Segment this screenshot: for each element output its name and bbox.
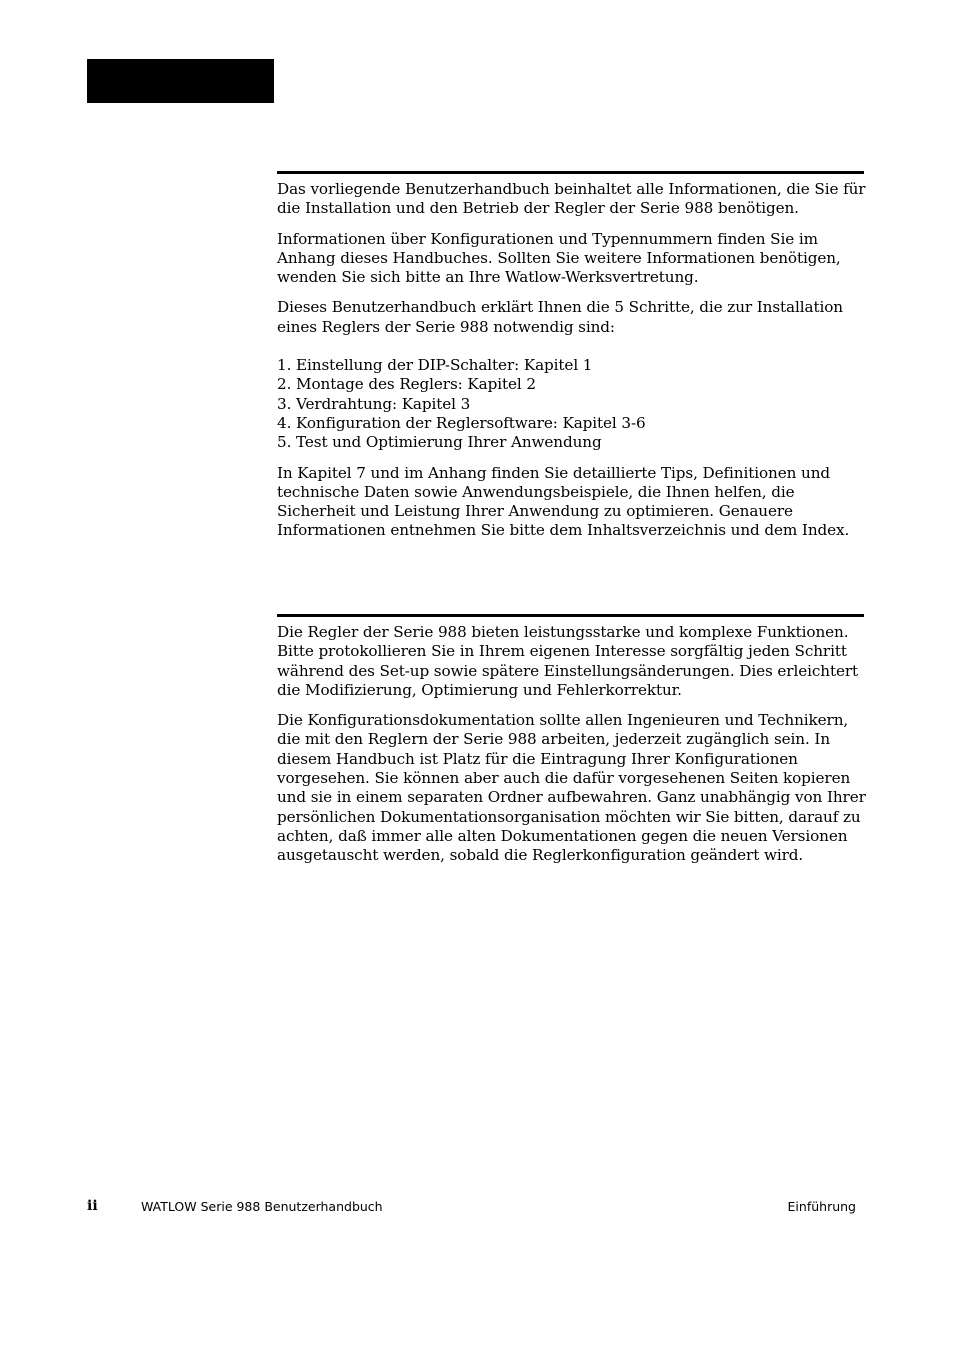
section-rule-1 — [277, 171, 864, 174]
list-item: 2. Montage des Reglers: Kapitel 2 — [277, 375, 536, 394]
footer-section-name: Einführung — [787, 1199, 856, 1214]
paragraph: Die Regler der Serie 988 bieten leistungsstarke und komplexe Funktionen. Bitte protokollieren Sie in Ihrem eigenen Interesse sorgfältig jeden Schritt während des Set-up sowie spätere Einstellungsänderungen. Dies erleichtert die Modifizierung, Optimierung und Fehlerkorrektur. — [277, 623, 859, 699]
steps-list — [277, 348, 867, 452]
paragraph: Das vorliegende Benutzerhandbuch beinhaltet alle Informationen, die Sie für die Installation und den Betrieb der Regler der Serie 988 benötigen. — [277, 180, 866, 218]
list-item: 3. Verdrahtung: Kapitel 3 — [277, 394, 471, 413]
paragraph: In Kapitel 7 und im Anhang finden Sie detaillierte Tips, Definitionen und technische Daten sowie Anwendungsbeispiele, die Ihnen helfen, die Sicherheit und Leistung Ihrer Anwendung zu optimieren. Genauere Informationen entnehmen Sie bitte dem Inhaltsverzeichnis und dem Index. — [277, 463, 850, 540]
header-black-bar — [87, 59, 274, 103]
section-rule-2 — [277, 614, 864, 617]
list-item: 4. Konfiguration der Reglersoftware: Kapitel 3-6 — [277, 413, 646, 432]
paragraph: Die Konfigurationsdokumentation sollte allen Ingenieuren und Technikern, die mit den Reglern der Serie 988 arbeiten, jederzeit zugänglich sein. In diesem Handbuch ist Platz für die Eintragung Ihrer Konfigurationen vorgesehen. Sie können aber auch die dafür vorgesehenen Seiten kopieren und sie in einem separaten Ordner aufbewahren. Ganz unabhängig von Ihrer persönlichen Dokumentationsorganisation möchten wir Sie bitten, darauf zu achten, daß immer alle alten Dokumentationen gegen die neuen Versionen ausgetauscht werden, sobald die Reglerkonfiguration geändert wird. — [277, 711, 866, 865]
paragraph: Informationen über Konfigurationen und Typennummern finden Sie im Anhang dieses Handbuches. Sollten Sie weitere Informationen benötigen, wenden Sie sich bitte an Ihre Watlow-Werksvertretung. — [277, 229, 841, 287]
footer-page-number: ii — [87, 1198, 98, 1214]
paragraph: Dieses Benutzerhandbuch erklärt Ihnen die 5 Schritte, die zur Installation eines Reglers der Serie 988 notwendig sind: — [277, 298, 843, 336]
section-introduction — [277, 180, 867, 552]
list-item: 1. Einstellung der DIP-Schalter: Kapitel 1 — [277, 356, 593, 375]
section-documentation — [277, 623, 867, 877]
footer-manual-title: WATLOW Serie 988 Benutzerhandbuch — [141, 1199, 383, 1214]
list-item: 5. Test und Optimierung Ihrer Anwendung — [277, 433, 602, 452]
